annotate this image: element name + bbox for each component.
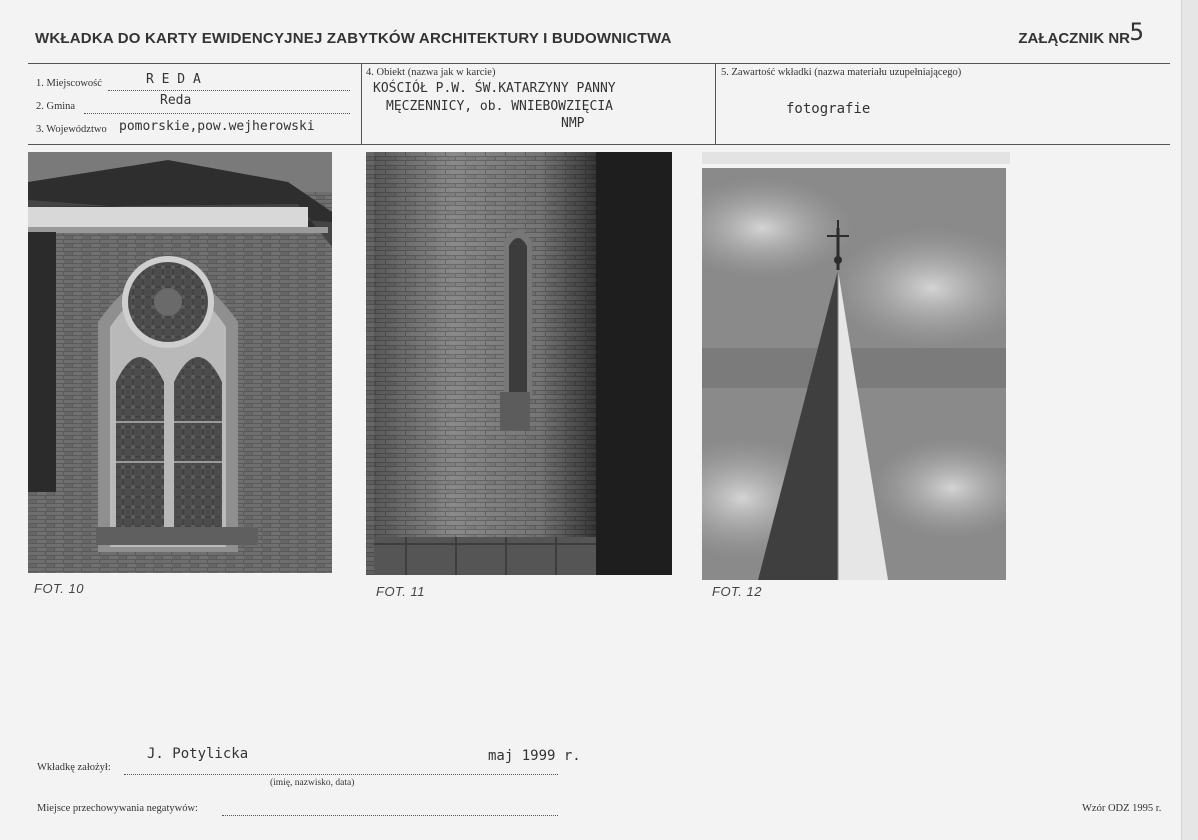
commune-value: Reda [160,93,192,108]
author-value: J. Potylicka [147,746,249,762]
gothic-window-image [28,152,332,573]
photo-brick-tower [366,152,672,575]
grid-line-bottom [28,144,1170,145]
photo-caption-10: FOT. 10 [34,581,84,596]
brick-tower-image [366,152,672,575]
negatives-dots [222,815,558,816]
author-label: Wkładkę założył: [37,762,111,773]
photo-spire [702,168,1006,580]
photo-caption-11: FOT. 11 [376,584,426,599]
commune-label: 2. Gmina [36,101,76,112]
grid-line-top [28,63,1170,64]
contents-label: 5. Zawartość wkładki (nazwa materiału uzupełniającego) [721,67,962,78]
grid-divider-2 [715,63,716,144]
photo-spire-mount [702,152,1010,164]
date-value: maj 1999 r. [488,748,581,764]
sheet-edge [1181,0,1198,840]
spire-image [702,168,1006,580]
locality-value: R E D A [146,72,201,87]
photo-caption-12: FOT. 12 [712,584,762,599]
negatives-label: Miejsce przechowywania negatywów: [37,803,198,814]
locality-label: 1. Miejscowość [36,78,102,89]
object-line-3: NMP [561,116,585,131]
object-line-2: MĘCZENNICY, ob. WNIEBOWZIĘCIA [386,99,613,114]
form-id: Wzór ODZ 1995 r. [1082,803,1162,814]
voivodeship-value: pomorskie,pow.wejherowski [119,119,315,134]
author-sublabel: (imię, nazwisko, data) [270,778,355,788]
annex-number: 5 [1129,18,1144,46]
object-label: 4. Obiekt (nazwa jak w karcie) [366,67,496,78]
photo-gothic-window [28,152,332,573]
annex-label: ZAŁĄCZNIK NR [1018,30,1130,47]
object-line-1: KOŚCIÓŁ P.W. ŚW.KATARZYNY PANNY [373,81,616,96]
author-dots [124,774,558,775]
document-title: WKŁADKA DO KARTY EWIDENCYJNEJ ZABYTKÓW ARCHITEKTURY I BUDOWNICTWA [35,30,672,47]
voivodeship-label: 3. Województwo [36,124,107,135]
grid-divider-1 [361,63,362,144]
commune-dots [84,113,350,114]
locality-dots [108,90,350,91]
contents-value: fotografie [786,101,871,117]
